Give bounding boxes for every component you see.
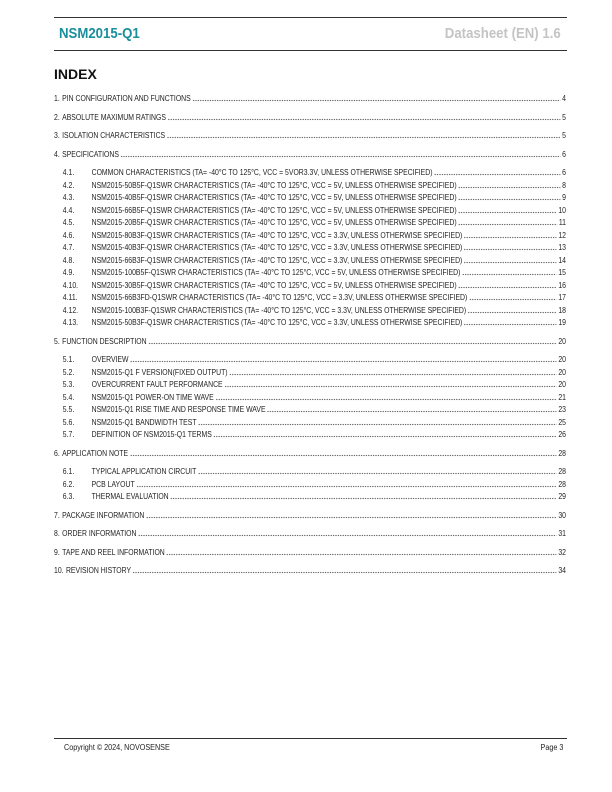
toc-number: 9. [54,546,60,557]
toc-entry[interactable] [54,564,566,577]
toc-number: 5.3. [62,379,75,389]
footer-page-number: Page 3 [540,743,563,752]
header-bottom-rule [54,50,567,51]
toc-entry[interactable] [54,546,566,559]
dot-leader [148,337,557,345]
toc-number: 4.8. [62,254,75,265]
toc-subentry[interactable] [54,316,566,329]
toc-subentry[interactable] [54,254,566,267]
dot-leader [146,511,557,519]
document-version: Datasheet (EN) 1.6 [445,25,561,42]
toc-title: PIN CONFIGURATION AND FUNCTIONS [62,93,191,103]
toc-title: REVISION HISTORY [65,565,132,575]
toc-page-number: 32 [558,546,566,557]
dot-leader [130,355,557,363]
toc-title: NSM2015-40B3F-Q1SWR CHARACTERISTICS (TA= -40°C TO 125°C, VCC = 3.3V, UNLESS OTHERWISE SPECIFIED) [91,242,463,252]
toc-title: THERMAL EVALUATION [91,491,169,501]
toc-number: 4.11. [62,292,78,302]
toc-number: 5.4. [62,391,75,402]
toc-title: PCB LAYOUT [91,478,135,489]
toc-subentry[interactable] [54,490,566,503]
toc-page-number: 28 [558,447,566,458]
toc-title: NSM2015-Q1 BANDWIDTH TEST [91,416,197,427]
toc-title: NSM2015-80B3F-Q1SWR CHARACTERISTICS (TA= -40°C TO 125°C, VCC = 3.3V, UNLESS OTHERWISE SPECIFIED) [91,229,463,240]
dot-leader [458,281,557,289]
dot-leader [213,430,556,438]
dot-leader [464,256,557,264]
toc-page-number: 5 [562,130,566,140]
toc-number: 5.5. [62,404,75,414]
toc-page-number: 29 [558,491,566,501]
toc-number: 5.2. [62,366,75,377]
dot-leader [215,393,556,401]
dot-leader [458,218,557,226]
toc-page-number: 30 [558,509,566,520]
toc-entry[interactable] [54,129,566,142]
toc-page-number: 9 [562,192,566,202]
toc-title: NSM2015-100B5F-Q1SWR CHARACTERISTICS (TA= -40°C TO 125°C, VCC = 5V, UNLESS OTHERWISE SPECIFIED) [91,267,461,277]
toc-title: NSM2015-40B5F-Q1SWR CHARACTERISTICS (TA= -40°C TO 125°C, VCC = 5V, UNLESS OTHERWISE SPECIFIED) [91,192,457,202]
toc-number: 4.2. [62,179,75,190]
toc-page-number: 20 [558,335,566,346]
toc-page-number: 20 [558,379,566,389]
toc-title: ISOLATION CHARACTERISTICS [62,130,166,140]
toc-title: NSM2015-100B3F-Q1SWR CHARACTERISTICS (TA= -40°C TO 125°C, VCC = 3.3V, UNLESS OTHERWISE SPECIFIED) [91,304,467,315]
toc-page-number: 13 [558,242,566,252]
toc-subentry[interactable] [54,416,566,429]
toc-title: NSM2015-50B3F-Q1SWR CHARACTERISTICS (TA= -40°C TO 125°C, VCC = 3.3V, UNLESS OTHERWISE SPECIFIED) [91,317,463,327]
toc-title: NSM2015-50B5F-Q1SWR CHARACTERISTICS (TA= -40°C TO 125°C, VCC = 5V, UNLESS OTHERWISE SPECIFIED) [91,179,457,190]
toc-number: 4. [54,148,60,159]
table-of-contents [54,92,566,577]
toc-number: 4.13. [62,317,79,327]
dot-leader [198,467,557,475]
toc-subentry[interactable] [54,291,566,304]
toc-page-number: 34 [558,565,566,575]
toc-title: ORDER INFORMATION [62,528,137,538]
toc-subentry[interactable] [54,241,566,254]
toc-title: NSM2015-Q1 POWER-ON TIME WAVE [91,391,214,402]
footer-rule [54,738,567,739]
toc-title: NSM2015-66B3FD-Q1SWR CHARACTERISTICS (TA= -40°C TO 125°C, VCC = 3.3V, UNLESS OTHERWISE SPECIFIED) [91,292,468,302]
toc-number: 4.6. [62,229,75,240]
toc-page-number: 20 [558,354,566,364]
toc-title: NSM2015-Q1 RISE TIME AND RESPONSE TIME WAVE [91,404,266,414]
toc-number: 2. [54,111,60,122]
toc-page-number: 28 [558,478,566,489]
dot-leader [136,480,557,488]
dot-leader [168,113,561,121]
toc-entry[interactable] [54,335,566,348]
toc-page-number: 23 [558,404,566,414]
toc-page-number: 31 [558,528,566,538]
dot-leader [458,181,560,189]
toc-entry[interactable] [54,527,566,540]
toc-title: PACKAGE INFORMATION [62,509,145,520]
toc-title: FUNCTION DESCRIPTION [62,335,147,346]
toc-number: 5.7. [62,429,75,439]
dot-leader [464,243,557,251]
dot-leader [170,492,557,500]
toc-number: 8. [54,528,60,538]
toc-subentry[interactable] [54,166,566,179]
toc-page-number: 12 [558,229,566,240]
dot-leader [138,529,557,537]
dot-leader [198,418,557,426]
toc-subentry[interactable] [54,465,566,478]
dot-leader [267,405,557,413]
toc-title: OVERVIEW [91,354,129,364]
toc-page-number: 8 [562,179,566,190]
toc-title: OVERCURRENT FAULT PERFORMANCE [91,379,223,389]
dot-leader [121,150,561,158]
toc-subentry[interactable] [54,279,566,292]
toc-subentry[interactable] [54,353,566,366]
toc-title: NSM2015-30B5F-Q1SWR CHARACTERISTICS (TA= -40°C TO 125°C, VCC = 5V, UNLESS OTHERWISE SPECIFIED) [91,279,457,290]
dot-leader [462,268,557,276]
toc-page-number: 4 [562,93,566,103]
dot-leader [434,168,560,176]
toc-title: DEFINITION OF NSM2015-Q1 TERMS [91,429,212,439]
toc-page-number: 11 [558,217,566,227]
toc-number: 3. [54,130,60,140]
toc-title: NSM2015-66B3F-Q1SWR CHARACTERISTICS (TA= -40°C TO 125°C, VCC = 3.3V, UNLESS OTHERWISE SPECIFIED) [91,254,463,265]
toc-title: TAPE AND REEL INFORMATION [62,546,165,557]
toc-subentry[interactable] [54,403,566,416]
toc-number: 4.5. [62,217,75,227]
toc-title: NSM2015-20B5F-Q1SWR CHARACTERISTICS (TA= -40°C TO 125°C, VCC = 5V, UNLESS OTHERWISE SPECIFIED) [91,217,457,227]
index-heading: INDEX [54,66,97,82]
toc-subentry[interactable] [54,304,566,317]
toc-number: 7. [54,509,60,520]
toc-number: 4.3. [62,192,75,202]
toc-page-number: 5 [562,111,566,122]
toc-number: 10. [54,565,64,575]
toc-title: SPECIFICATIONS [62,148,119,159]
toc-page-number: 18 [558,304,566,315]
toc-number: 1. [54,93,60,103]
toc-subentry[interactable] [54,366,566,379]
toc-subentry[interactable] [54,428,566,441]
toc-entry[interactable] [54,111,566,124]
toc-title: NSM2015-66B5F-Q1SWR CHARACTERISTICS (TA= -40°C TO 125°C, VCC = 5V, UNLESS OTHERWISE SPECIFIED) [91,204,457,215]
dot-leader [229,368,557,376]
dot-leader [469,293,557,301]
dot-leader [166,548,556,556]
toc-number: 6.1. [62,466,75,476]
toc-page-number: 28 [558,466,566,476]
toc-page-number: 14 [558,254,566,265]
dot-leader [458,193,560,201]
toc-number: 4.12. [62,304,79,315]
toc-subentry[interactable] [54,391,566,404]
toc-entry[interactable] [54,148,566,161]
toc-page-number: 26 [558,429,566,439]
toc-page-number: 10 [558,204,566,215]
toc-page-number: 19 [558,317,566,327]
product-name: NSM2015-Q1 [59,25,140,42]
dot-leader [468,306,557,314]
toc-subentry[interactable] [54,378,566,391]
toc-subentry[interactable] [54,179,566,192]
toc-number: 4.10. [62,279,79,290]
toc-subentry[interactable] [54,191,566,204]
toc-number: 5.1. [62,354,75,364]
toc-title: APPLICATION NOTE [62,447,129,458]
toc-subentry[interactable] [54,478,566,491]
toc-number: 4.4. [62,204,75,215]
toc-title: ABSOLUTE MAXIMUM RATINGS [62,111,166,122]
header-top-rule [54,17,567,18]
toc-number: 6.3. [62,491,75,501]
toc-title: NSM2015-Q1 F VERSION(FIXED OUTPUT) [91,366,228,377]
toc-number: 4.7. [62,242,75,252]
dot-leader [133,566,557,574]
toc-page-number: 16 [558,279,566,290]
dot-leader [464,231,557,239]
footer-copyright: Copyright © 2024, NOVOSENSE [64,743,170,752]
dot-leader [130,449,557,457]
toc-entry[interactable] [54,92,566,105]
toc-title: COMMON CHARACTERISTICS (TA= -40°C TO 125°C, VCC = 5VOR3.3V, UNLESS OTHERWISE SPECIFIED) [91,167,433,177]
toc-subentry[interactable] [54,266,566,279]
toc-page-number: 25 [558,416,566,427]
toc-number: 4.9. [62,267,75,277]
dot-leader [224,380,557,388]
toc-page-number: 21 [558,391,566,402]
toc-page-number: 15 [558,267,566,277]
toc-page-number: 6 [562,167,566,177]
toc-number: 6. [54,447,60,458]
dot-leader [464,318,557,326]
toc-page-number: 6 [562,148,566,159]
dot-leader [192,94,560,102]
toc-number: 4.1. [62,167,75,177]
toc-page-number: 20 [558,366,566,377]
toc-subentry[interactable] [54,216,566,229]
dot-leader [458,206,557,214]
dot-leader [167,131,561,139]
toc-subentry[interactable] [54,204,566,217]
toc-entry[interactable] [54,509,566,522]
toc-title: TYPICAL APPLICATION CIRCUIT [91,466,197,476]
toc-number: 6.2. [62,478,75,489]
toc-number: 5. [54,335,60,346]
toc-entry[interactable] [54,447,566,460]
toc-subentry[interactable] [54,229,566,242]
toc-page-number: 17 [558,292,566,302]
toc-number: 5.6. [62,416,75,427]
